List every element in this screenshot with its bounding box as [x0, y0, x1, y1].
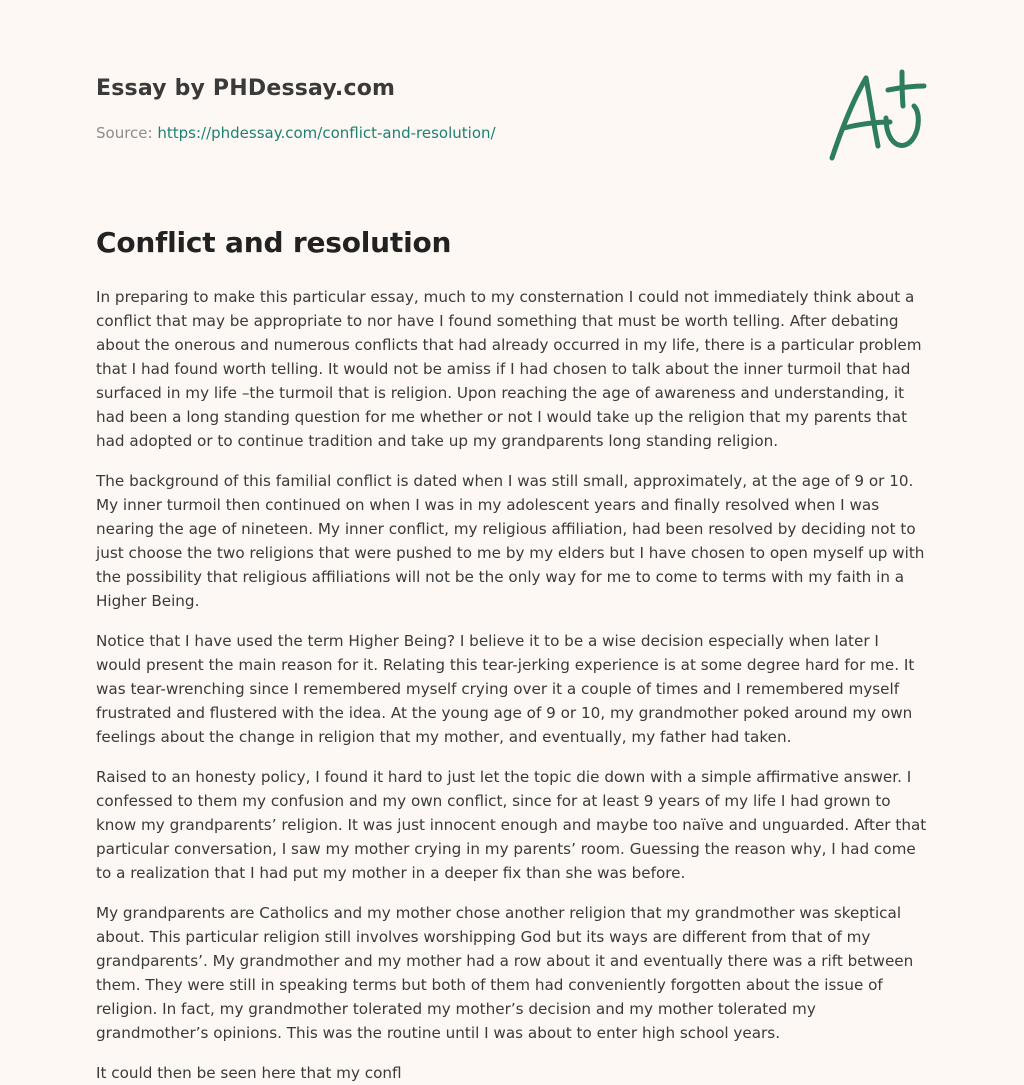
source-link[interactable]: https://phdessay.com/conflict-and-resolution/: [157, 124, 496, 142]
a-plus-logo-icon: [826, 66, 928, 164]
source-label: Source:: [96, 124, 153, 142]
essay-paragraph: The background of this familial conflict is dated when I was still small, approximately, at the age of 9 or 10. My inner turmoil then continued on when I was in my adolescent years and finally resolved when I was nearing the age of nineteen. My inner conflict, my religious affiliation, had been resolved by deciding not to just choose the two religions that were pushed to me by my elders but I have chosen to open myself up with the possibility that religious affiliations will not be the only way for me to come to terms with my faith in a Higher Being.: [96, 472, 925, 610]
essay-paragraph: Notice that I have used the term Higher Being? I believe it to be a wise decision especially when later I would present the main reason for it. Relating this tear-jerking experience is at some degree hard for me. It was tear-wrenching since I remembered myself crying over it a couple of times and I remembered myself frustrated and flustered with the idea. At the young age of 9 or 10, my grandmother poked around my own feelings about the change in religion that my mother, and eventually, my father had taken.: [96, 632, 915, 746]
essay-paragraph-truncated: It could then be seen here that my confl: [96, 1064, 402, 1082]
essay-paragraph: Raised to an honesty policy, I found it hard to just let the topic die down with a simple affirmative answer. I confessed to them my confusion and my own conflict, since for at least 9 years of my life I had grown to know my grandparents’ religion. It was just innocent enough and maybe too naïve and unguarded. After that particular conversation, I saw my mother crying in my parents’ room. Guessing the reason why, I had come to a realization that I had put my mother in a deeper fix than she was before.: [96, 768, 927, 882]
source-line: [96, 124, 496, 142]
essay-paragraph: My grandparents are Catholics and my mother chose another religion that my grandmother was skeptical about. This particular religion still involves worshipping God but its ways are different from that of my grandparents’. My grandmother and my mother had a row about it and eventually there was a rift between them. They were still in speaking terms but both of them had conveniently forgotten about the issue of religion. In fact, my grandmother tolerated my mother’s decision and my mother tolerated my grandmother’s opinions. This was the routine until I was about to enter high school years.: [96, 904, 914, 1042]
site-title: Essay by PHDessay.com: [96, 76, 396, 101]
page-header: [96, 0, 928, 190]
essay-body: [96, 285, 928, 1085]
essay-title: Conflict and resolution: [96, 226, 452, 259]
essay-paragraph: In preparing to make this particular essay, much to my consternation I could not immediately think about a conflict that may be appropriate to nor have I found something that must be worth telling. After debating about the onerous and numerous conflicts that had already occurred in my life, there is a particular problem that I had found worth telling. It would not be amiss if I had chosen to talk about the inner turmoil that had surfaced in my life –the turmoil that is religion. Upon reaching the age of awareness and understanding, it had been a long standing question for me whether or not I would take up the religion that my parents that had adopted or to continue tradition and take up my grandparents long standing religion.: [96, 288, 922, 450]
